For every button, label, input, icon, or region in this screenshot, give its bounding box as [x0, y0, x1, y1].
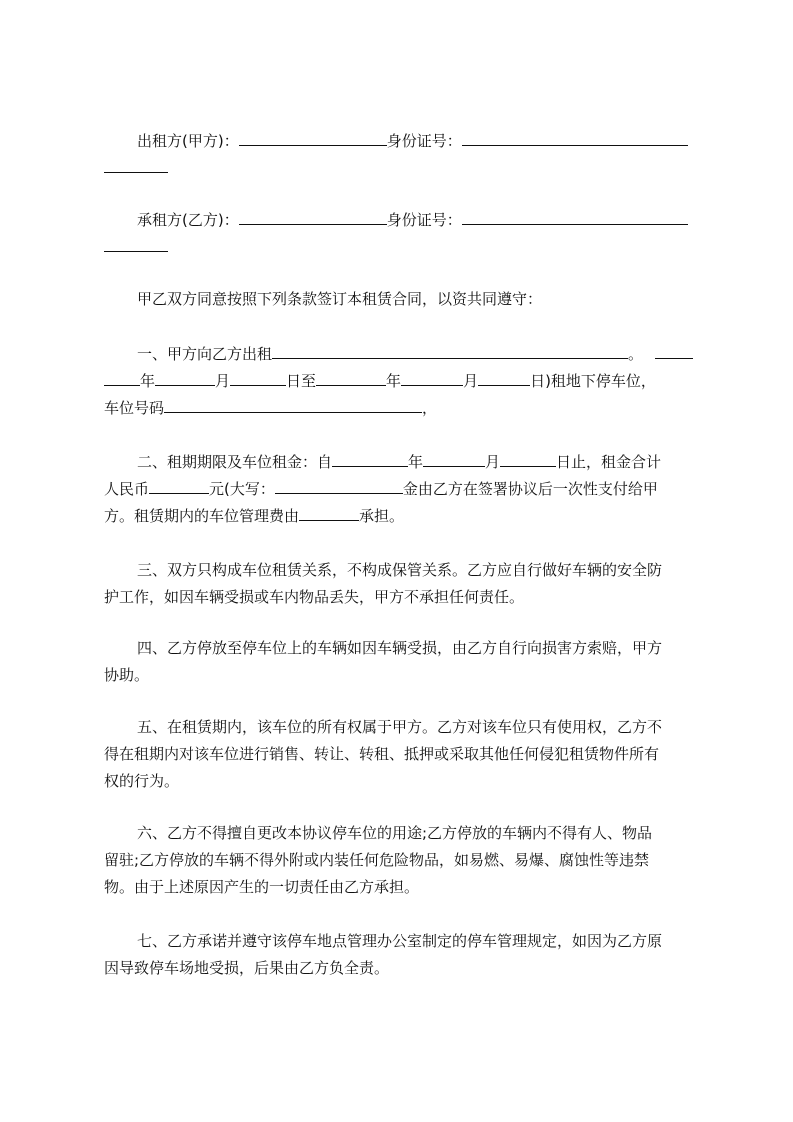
clause7-line1 — [104, 928, 733, 954]
party-a-label: 出租方(甲方)： — [137, 132, 239, 150]
clause1-end-year-blank[interactable] — [316, 369, 386, 386]
clause4-text1: 四、乙方停放至停车位上的车辆如因车辆受损，由乙方自行向损害方索赔，甲方 — [137, 639, 663, 657]
clause2-from-day-blank[interactable] — [500, 450, 556, 467]
clause6-line2 — [104, 847, 700, 873]
clause1-year-label: 年 — [140, 372, 156, 390]
clause1-start-year-blank-a[interactable] — [655, 342, 693, 359]
clause1-end-day-blank[interactable] — [478, 369, 530, 386]
clause1-spot-number-blank[interactable] — [164, 396, 422, 413]
party-b-id-label: 身份证号： — [386, 211, 462, 229]
clause2-payment-text: 金由乙方在签署协议后一次性支付给甲 — [402, 480, 658, 498]
clause2-year-label: 年 — [408, 453, 424, 471]
party-a-id-continuation — [104, 155, 700, 181]
clause2-from-year-blank[interactable] — [332, 450, 408, 467]
clause1-location-blank[interactable] — [272, 342, 628, 359]
clause1-period: 。 — [628, 345, 644, 363]
clause1-start-day-blank[interactable] — [230, 369, 286, 386]
party-b-line — [104, 207, 733, 233]
clause1-line2 — [104, 368, 700, 394]
clause2-rmb-label: 人民币 — [104, 480, 150, 498]
clause3-text2: 护工作，如因车辆受损或车内物品丢失，甲方不承担任何责任。 — [104, 588, 525, 606]
clause4-line2 — [104, 662, 700, 688]
clause1-start-month-blank[interactable] — [155, 369, 215, 386]
clause6-line1 — [104, 820, 733, 846]
clause2-month-label: 月 — [485, 453, 501, 471]
clause4-text2: 协助。 — [104, 666, 150, 684]
clause1-day-end-label: 日)租地下停车位， — [530, 372, 656, 390]
clause6-text3: 物。由于上述原因产生的一切责任由乙方承担。 — [104, 878, 420, 896]
clause5-text3: 权的行为。 — [104, 772, 180, 790]
clause3-line1 — [104, 557, 733, 583]
clause2-fee-text: 方。租赁期内的车位管理费由 — [104, 507, 300, 525]
clause2-start: 二、租期期限及车位租金：自 — [137, 453, 333, 471]
clause2-fee-end: 承担。 — [359, 507, 405, 525]
party-b-id-blank[interactable] — [462, 208, 688, 225]
party-a-id-blank-cont[interactable] — [104, 156, 168, 173]
clause5-line1 — [104, 714, 733, 740]
clause7-text2: 因导致停车场地受损，后果由乙方负全责。 — [104, 959, 390, 977]
clause2-uppercase-label: 元(大写： — [209, 480, 275, 498]
clause5-line3 — [104, 768, 700, 794]
clause5-line2 — [104, 741, 700, 767]
clause3-line2 — [104, 584, 700, 610]
clause1-spot-label: 车位号码 — [104, 399, 165, 417]
clause2-end: 日止，租金合计 — [556, 453, 662, 471]
clause6-text1: 六、乙方不得擅自更改本协议停车位的用途;乙方停放的车辆内不得有人、物品 — [137, 824, 653, 842]
clause1-line1 — [104, 341, 733, 367]
clause5-text1: 五、在租赁期内，该车位的所有权属于甲方。乙方对该车位只有使用权，乙方不 — [137, 718, 663, 736]
party-a-id-label: 身份证号： — [386, 132, 462, 150]
clause1-month-label: 月 — [215, 372, 231, 390]
clause1-end-month-blank[interactable] — [401, 369, 463, 386]
clause1-year2-label: 年 — [386, 372, 402, 390]
party-a-line — [104, 128, 733, 154]
clause2-from-month-blank[interactable] — [423, 450, 485, 467]
clause1-start-year-blank-b[interactable] — [104, 369, 140, 386]
clause2-amount-blank[interactable] — [149, 477, 209, 494]
party-a-id-blank[interactable] — [462, 129, 688, 146]
party-b-id-continuation — [104, 234, 700, 260]
clause2-amount-uppercase-blank[interactable] — [275, 477, 403, 494]
clause4-line1 — [104, 635, 733, 661]
clause2-fee-party-blank[interactable] — [299, 504, 359, 521]
party-b-id-blank-cont[interactable] — [104, 235, 168, 252]
clause2-line3 — [104, 503, 700, 529]
clause1-comma: ， — [422, 399, 438, 417]
intro-paragraph — [104, 286, 733, 312]
clause1-day-to-label: 日至 — [286, 372, 317, 390]
clause6-line3 — [104, 874, 700, 900]
clause7-line2 — [104, 955, 700, 981]
clause3-text1: 三、双方只构成车位租赁关系，不构成保管关系。乙方应自行做好车辆的安全防 — [137, 561, 663, 579]
clause1-start: 一、甲方向乙方出租 — [137, 345, 273, 363]
clause5-text2: 得在租期内对该车位进行销售、转让、转租、抵押或采取其他任何侵犯租赁物件所有 — [104, 745, 660, 763]
party-b-name-blank[interactable] — [239, 208, 387, 225]
party-b-label: 承租方(乙方)： — [137, 211, 239, 229]
clause7-text1: 七、乙方承诺并遵守该停车地点管理办公室制定的停车管理规定，如因为乙方原 — [137, 932, 663, 950]
clause1-month2-label: 月 — [463, 372, 479, 390]
clause2-line1 — [104, 449, 733, 475]
intro-text: 甲乙双方同意按照下列条款签订本租赁合同，以资共同遵守： — [137, 290, 543, 308]
clause1-line3 — [104, 395, 700, 421]
party-a-name-blank[interactable] — [239, 129, 387, 146]
clause2-line2 — [104, 476, 700, 502]
clause6-text2: 留驻;乙方停放的车辆不得外附或内装任何危险物品，如易燃、易爆、腐蚀性等违禁 — [104, 851, 650, 869]
